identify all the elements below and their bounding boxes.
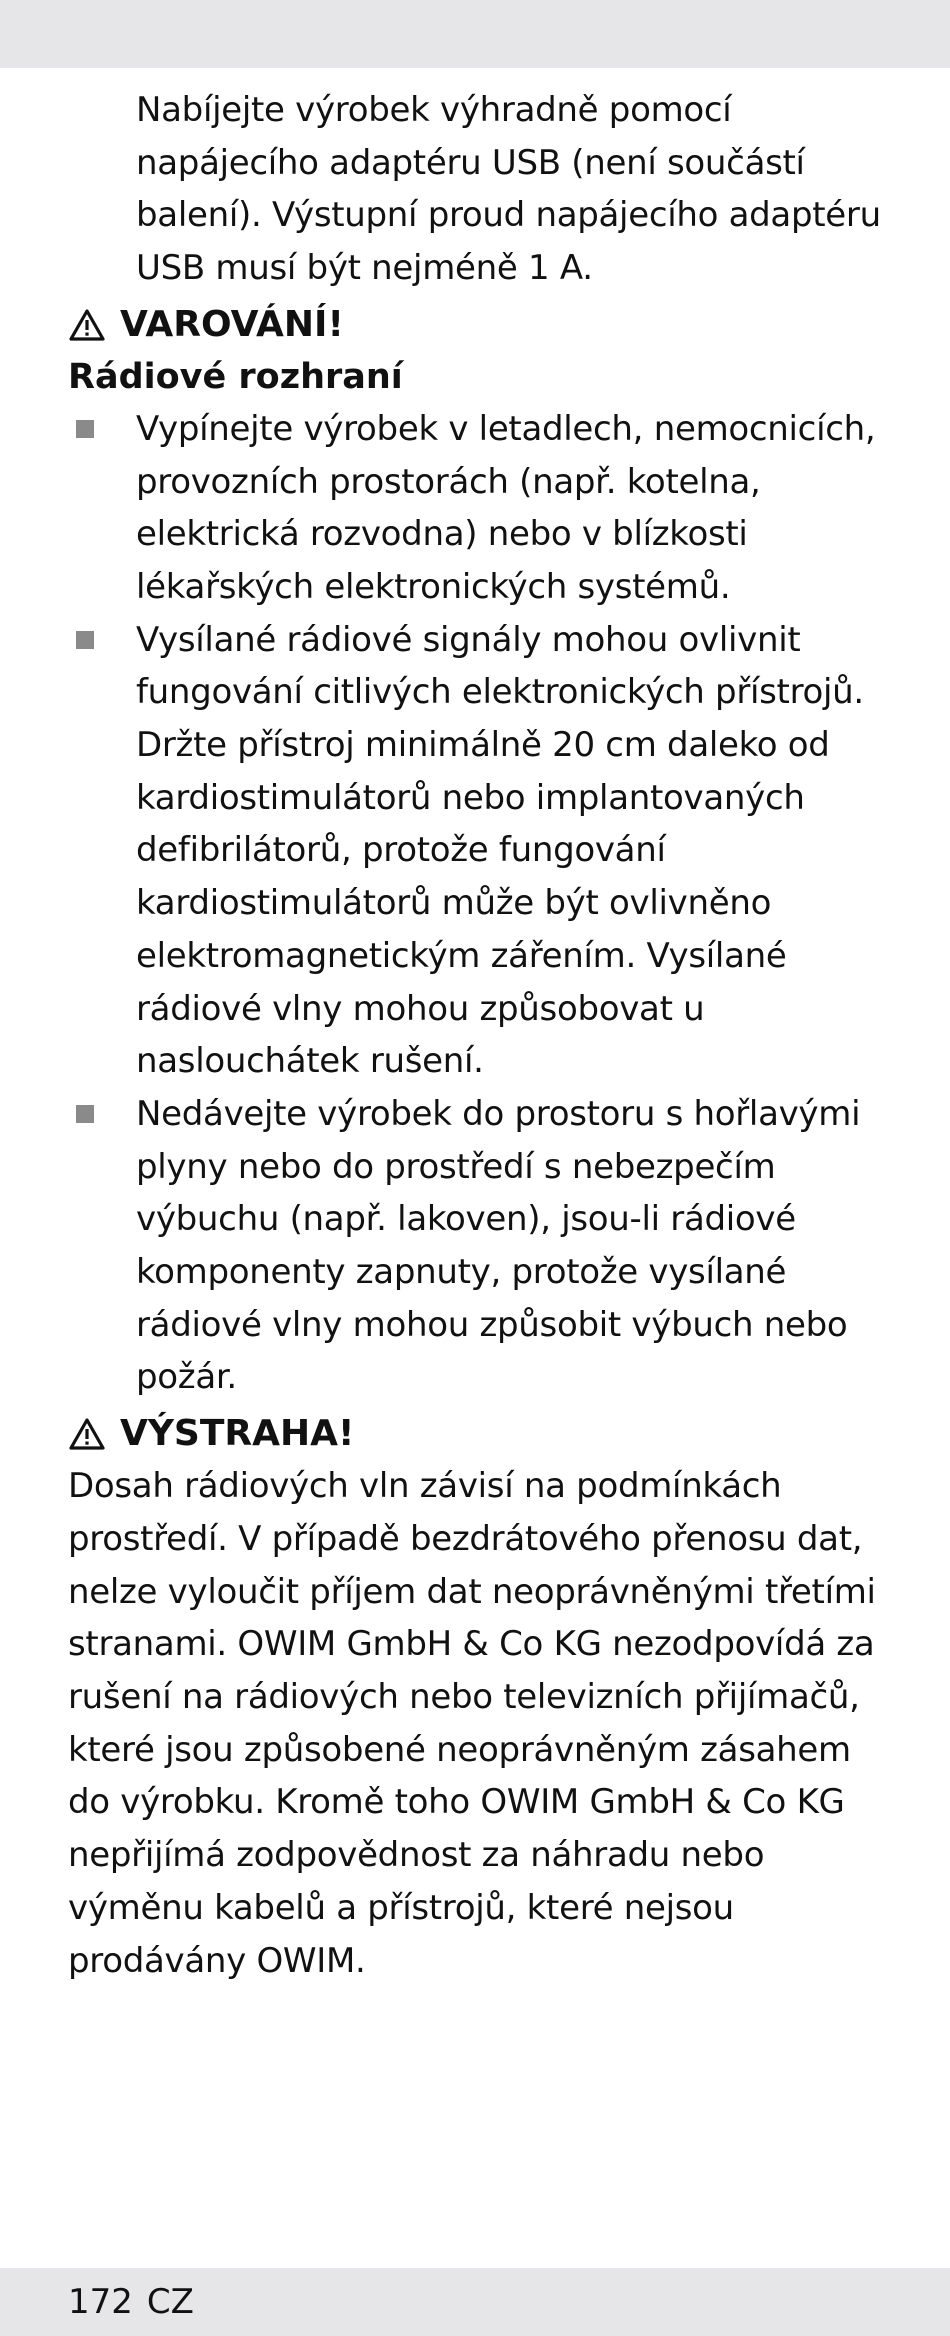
page-number: 172	[68, 2282, 133, 2322]
list-item	[68, 1088, 884, 1404]
caution-title: VÝSTRAHA!	[120, 1413, 355, 1455]
list-item-text: Vypínejte výrobek v letadlech, nemocnicích, provozních prostorách (např. kotelna, elektrická rozvodna) nebo v blízkosti lékařských elektronických systémů.	[136, 408, 876, 607]
warning-heading	[68, 299, 884, 351]
list-item-text: Vysílané rádiové signály mohou ovlivnit fungování citlivých elektronických přístrojů. Držte přístroj minimálně 20 cm daleko od kardiostimulátorů nebo implantovaných defibrilátorů, protože fungování kardiostimulátorů může být ovlivněno elektromagnetickým zářením. Vysílané rádiové vlny mohou způsobovat u naslouchátek rušení.	[136, 619, 864, 1082]
list-item	[68, 403, 884, 614]
caution-paragraph: Dosah rádiových vln závisí na podmínkách prostředí. V případě bezdrátového přenosu dat, nelze vyloučit příjem dat neoprávněnými třetími stranami. OWIM GmbH & Co KG nezodpovídá za rušení na rádiových nebo televizních přijímačů, které jsou způsobené neoprávněným zásahem do výrobku. Kromě toho OWIM GmbH & Co KG nepřijímá zodpovědnost za náhradu nebo výměnu kabelů a přístrojů, které nejsou prodávány OWIM.	[68, 1466, 876, 1981]
square-bullet-icon	[76, 1105, 94, 1123]
header-band	[0, 0, 950, 68]
warning-triangle-icon	[68, 1417, 106, 1451]
list-item-text: Nedávejte výrobek do prostoru s hořlavými plyny nebo do prostředí s nebezpečím výbuchu (např. lakoven), jsou-li rádiové komponenty zapnuty, protože vysílané rádiové vlny mohou způsobit výbuch nebo požár.	[136, 1093, 861, 1398]
square-bullet-icon	[76, 420, 94, 438]
page-content	[68, 84, 884, 1987]
list-item	[68, 614, 884, 1088]
intro-paragraph: Nabíjejte výrobek výhradně pomocí napájecího adaptéru USB (není součástí balení). Výstupní proud napájecího adaptéru USB musí být nejméně 1 A.	[136, 90, 881, 289]
square-bullet-icon	[76, 631, 94, 649]
language-code: CZ	[146, 2282, 194, 2322]
radio-interface-subtitle: Rádiové rozhraní	[68, 356, 403, 397]
page-footer	[68, 2280, 194, 2324]
warning-title: VAROVÁNÍ!	[120, 303, 344, 345]
caution-heading	[68, 1408, 884, 1460]
warning-triangle-icon	[68, 308, 106, 342]
